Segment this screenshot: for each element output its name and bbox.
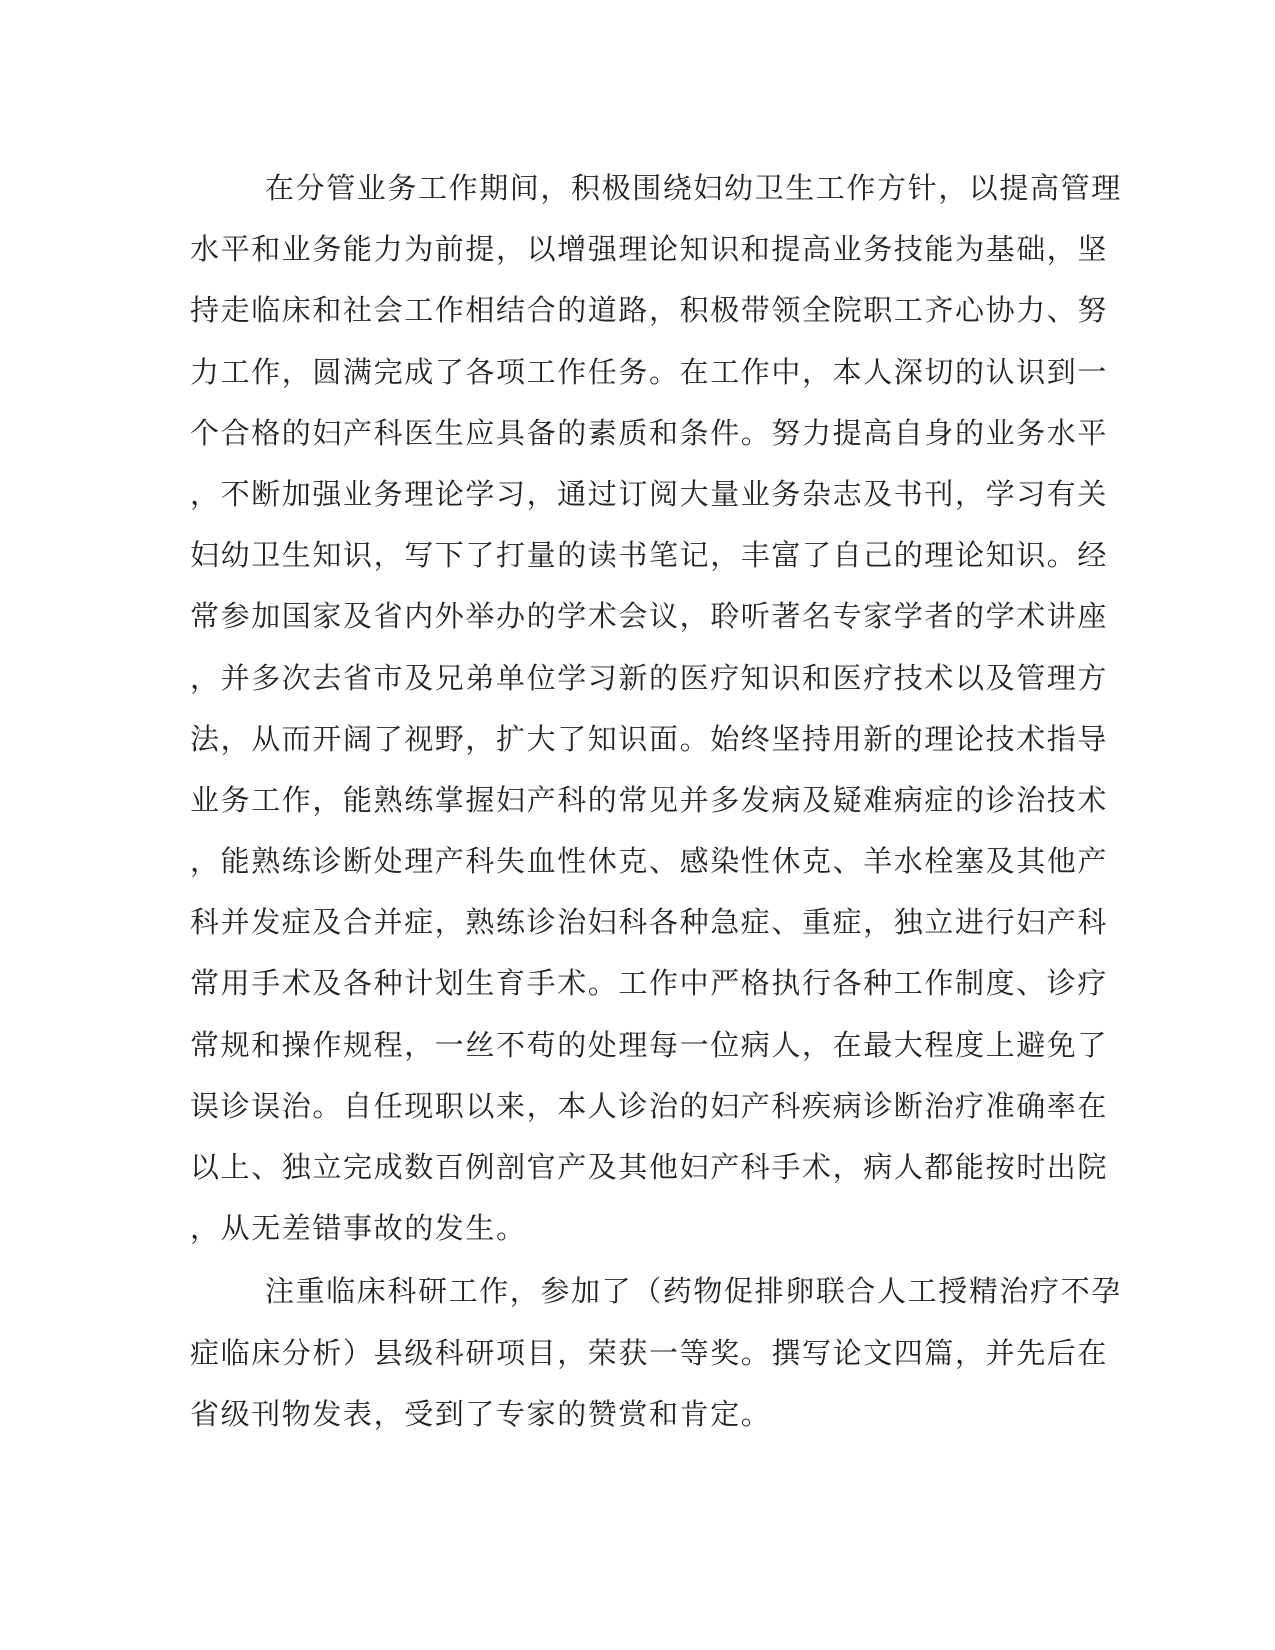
- text-line: 误诊误治。自任现职以来，本人诊治的妇产科疾病诊断治疗准确率在: [190, 1088, 1109, 1123]
- text-line: 个合格的妇产科医生应具备的素质和条件。努力提高自身的业务水平: [190, 415, 1109, 450]
- text-line: 妇幼卫生知识，写下了打量的读书笔记，丰富了自己的理论知识。经: [190, 538, 1109, 573]
- text-line: 在分管业务工作期间，积极围绕妇幼卫生工作方针，以提高管理: [265, 171, 1122, 205]
- text-line: 注重临床科研工作，参加了（药物促排卵联合人工授精治疗不孕: [265, 1274, 1122, 1309]
- text-line: 持走临床和社会工作相结合的道路，积极带领全院职工齐心协力、努: [190, 293, 1109, 328]
- text-line: ，不断加强业务理论学习，通过订阅大量业务杂志及书刊，学习有关: [190, 476, 1109, 511]
- text-line: 法，从而开阔了视野，扩大了知识面。始终坚持用新的理论技术指导: [190, 721, 1109, 756]
- text-line: ，能熟练诊断处理产科失血性休克、感染性休克、羊水栓塞及其他产: [190, 844, 1109, 879]
- text-line: 症临床分析）县级科研项目，荣获一等奖。撰写论文四篇，并先后在: [190, 1335, 1109, 1370]
- text-line: 常用手术及各种计划生育手术。工作中严格执行各种工作制度、诊疗: [190, 966, 1109, 1001]
- text-line: 省级刊物发表，受到了专家的赞赏和肯定。: [190, 1396, 772, 1431]
- paragraph-research: [190, 1261, 1122, 1445]
- text-line: 科并发症及合并症，熟练诊治妇科各种急症、重症，独立进行妇产科: [190, 905, 1109, 940]
- text-line: ，并多次去省市及兄弟单位学习新的医疗知识和医疗技术以及管理方: [190, 660, 1109, 695]
- text-line: ，从无差错事故的发生。: [190, 1211, 527, 1246]
- paragraph-work-summary: [190, 158, 1122, 1259]
- text-line: 力工作，圆满完成了各项工作任务。在工作中，本人深切的认识到一: [190, 354, 1109, 389]
- text-line: 常参加国家及省内外举办的学术会议，聆听著名专家学者的学术讲座: [190, 599, 1109, 634]
- document-body: [190, 158, 1122, 1445]
- text-line: 以上、独立完成数百例剖官产及其他妇产科手术，病人都能按时出院: [190, 1150, 1109, 1184]
- text-line: 水平和业务能力为前提，以增强理论知识和提高业务技能为基础，坚: [190, 232, 1109, 267]
- text-line: 业务工作，能熟练掌握妇产科的常见并多发病及疑难病症的诊治技术: [190, 782, 1109, 817]
- text-line: 常规和操作规程，一丝不苟的处理每一位病人，在最大程度上避免了: [190, 1027, 1109, 1062]
